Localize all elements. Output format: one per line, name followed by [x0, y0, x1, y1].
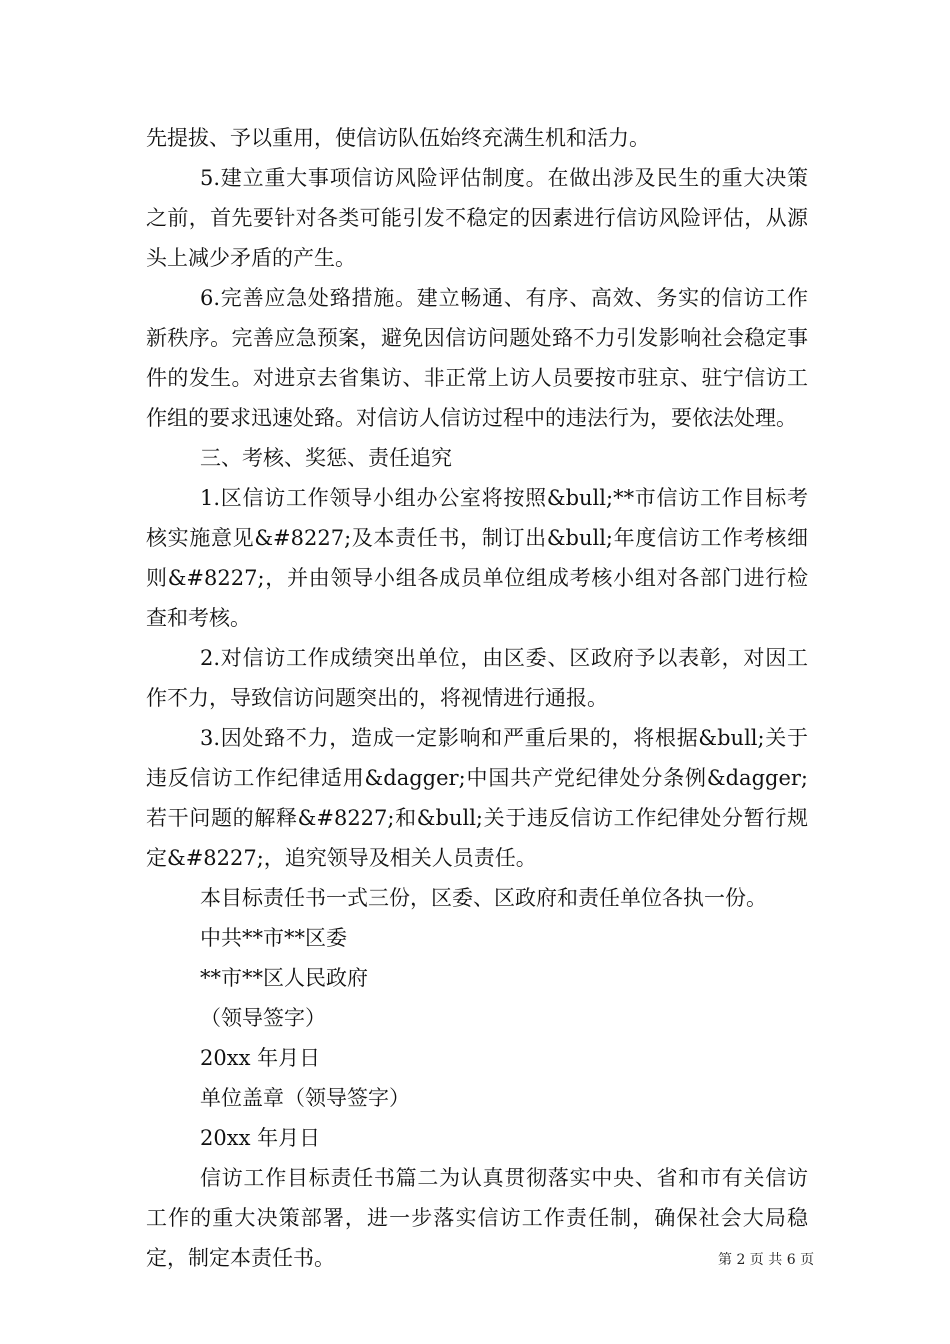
signature-date-1: 20xx 年月日 [200, 1046, 321, 1070]
page-number-footer: 第 2 页 共 6 页 [718, 1252, 815, 1268]
paragraph-assessment-1: 1.区信访工作领导小组办公室将按照&bull;**市信访工作目标考核实施意见&#8227;及本责任书，制订出&bull;年度信访工作考核细则&#8227;，并由领导小组各成员单位组成考核小组对各部门进行检查和考核。 [146, 486, 808, 630]
paragraph-assessment-3: 3.因处臵不力，造成一定影响和严重后果的，将根据&bull;关于违反信访工作纪律适用&dagger;中国共产党纪律处分条例&dagger;若干问题的解释&#8227;和&bull;关于违反信访工作纪律处分暂行规定&#8227;，追究领导及相关人员责任。 [146, 726, 808, 870]
section-heading-assessment: 三、考核、奖惩、责任追究 [200, 446, 452, 470]
signature-date-2: 20xx 年月日 [200, 1126, 321, 1150]
signature-unit-seal: 单位盖章（领导签字） [200, 1086, 410, 1110]
signature-block [146, 918, 808, 1158]
document-body [146, 118, 808, 1278]
paragraph-copies-note: 本目标责任书一式三份，区委、区政府和责任单位各执一份。 [200, 886, 767, 910]
signature-org-government: **市**区人民政府 [200, 966, 368, 990]
signature-org-party: 中共**市**区委 [200, 926, 347, 950]
paragraph-assessment-2: 2.对信访工作成绩突出单位，由区委、区政府予以表彰，对因工作不力，导致信访问题突出的，将视情进行通报。 [146, 646, 808, 710]
signature-leader-sign: （领导签字） [200, 1006, 326, 1030]
paragraph-closing: 信访工作目标责任书篇二为认真贯彻落实中央、省和市有关信访工作的重大决策部署，进一步落实信访工作责任制，确保社会大局稳定，制定本责任书。 [146, 1166, 808, 1270]
paragraph-item-5: 5.建立重大事项信访风险评估制度。在做出涉及民生的重大决策之前，首先要针对各类可能引发不稳定的因素进行信访风险评估，从源头上减少矛盾的产生。 [146, 166, 808, 270]
paragraph-item-6: 6.完善应急处臵措施。建立畅通、有序、高效、务实的信访工作新秩序。完善应急预案，避免因信访问题处臵不力引发影响社会稳定事件的发生。对进京去省集访、非正常上访人员要按市驻京、驻宁信访工作组的要求迅速处臵。对信访人信访过程中的违法行为，要依法处理。 [146, 286, 808, 430]
paragraph-continuation: 先提拔、予以重用，使信访队伍始终充满生机和活力。 [146, 126, 650, 150]
